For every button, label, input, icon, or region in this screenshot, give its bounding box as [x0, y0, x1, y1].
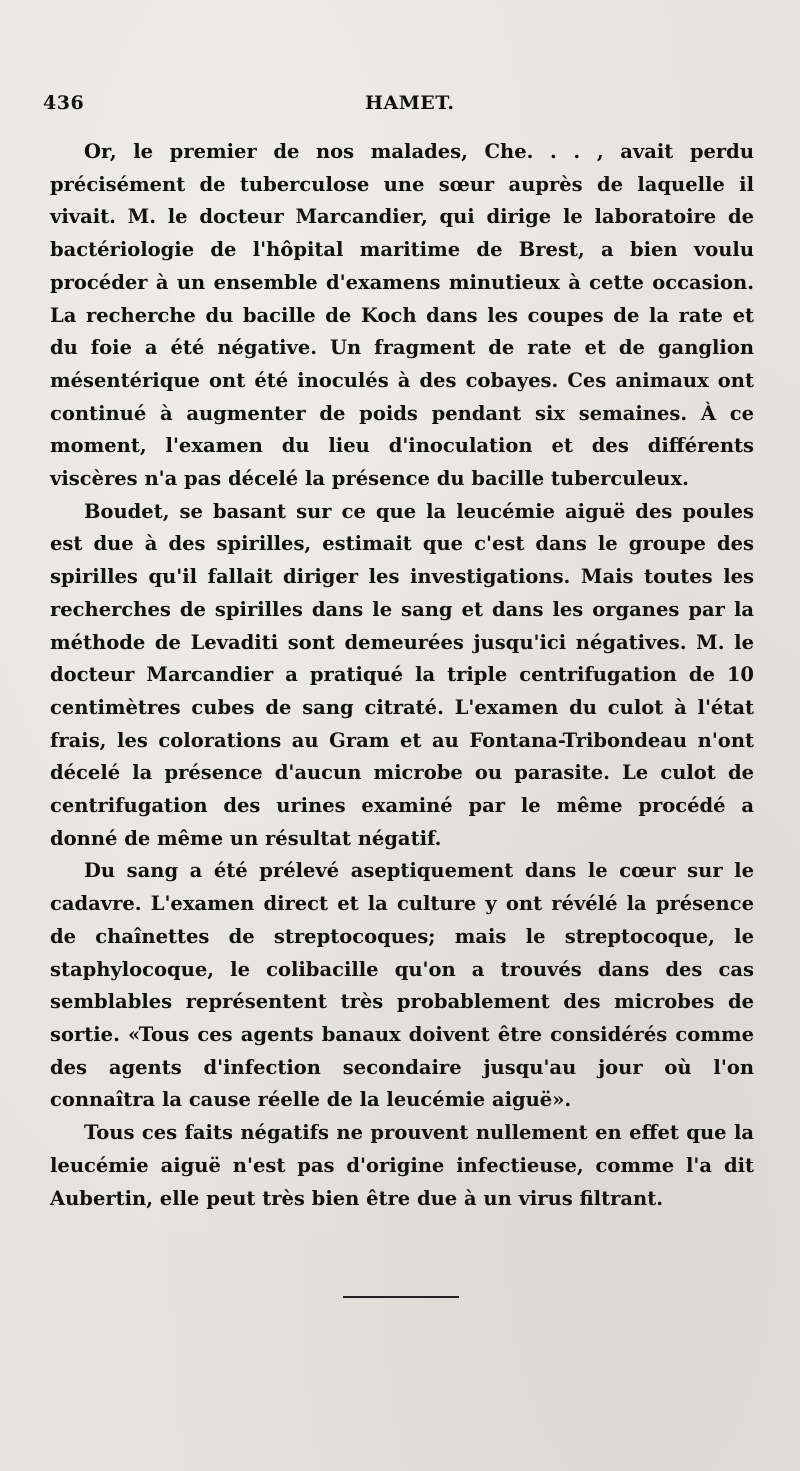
running-head: HAMET.: [365, 92, 455, 114]
paragraph: Tous ces faits négatifs ne prouvent nullement en effet que la leucémie aiguë n'est pas d'origine infectieuse, comme l'a dit Aubertin, elle peut très bien être due à un virus filtrant.: [50, 1121, 754, 1210]
paragraph: Du sang a été prélevé aseptiquement dans le cœur sur le cadavre. L'examen direct et la culture y ont révélé la présence de chaînettes de streptocoques; mais le streptocoque, le staphylocoque, le colibacille qu'on a trouvés dans des cas semblables représentent très probablement des microbes de sortie. «Tous ces agents banaux doivent être considérés comme des agents d'infection secondaire jusqu'au jour où l'on connaîtra la cause réelle de la leucémie aiguë».: [50, 859, 754, 1112]
paragraph: Boudet, se basant sur ce que la leucémie aiguë des poules est due à des spirilles, estimait que c'est dans le groupe des spirilles qu'il fallait diriger les investigations. Mais toutes les recherches de spirilles dans le sang et dans les organes par la méthode de Levaditi sont demeurées jusqu'ici négatives. M. le docteur Marcandier a pratiqué la triple centrifugation de 10 centimètres cubes de sang citraté. L'examen du culot à l'état frais, les colorations au Gram et au Fontana-Tribondeau n'ont décelé la présence d'aucun microbe ou parasite. Le culot de centrifugation des urines examiné par le même procédé a donné de même un résultat négatif.: [50, 499, 754, 850]
section-end-rule: [343, 1296, 459, 1298]
body-text: [50, 136, 754, 1215]
paragraph: Or, le premier de nos malades, Che. . . , avait perdu précisément de tuberculose une sœur auprès de laquelle il vivait. M. le docteur Marcandier, qui dirige le laboratoire de bactériologie de l'hôpital maritime de Brest, a bien voulu procéder à un ensemble d'examens minutieux à cette occasion. La recherche du bacille de Koch dans les coupes de la rate et du foie a été négative. Un fragment de rate et de ganglion mésentérique ont été inoculés à des cobayes. Ces animaux ont continué à augmenter de poids pendant six semaines. À ce moment, l'examen du lieu d'inoculation et des différents viscères n'a pas décelé la présence du bacille tuberculeux.: [50, 140, 754, 491]
page-number: 436: [43, 92, 85, 114]
page-header: [43, 92, 753, 122]
